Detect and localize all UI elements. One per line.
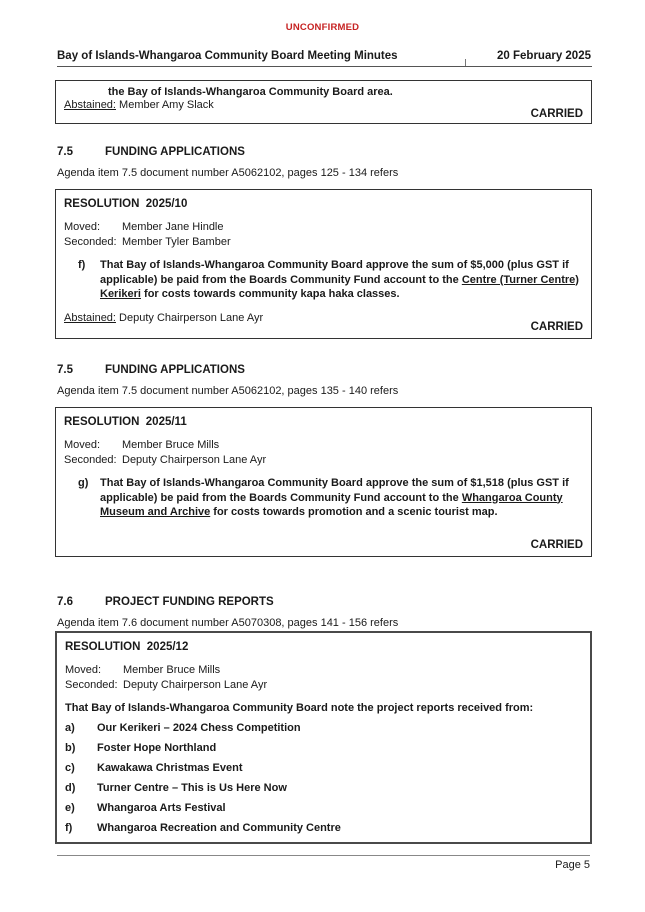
resolution-heading: RESOLUTION 2025/12	[65, 641, 189, 653]
moved-line	[64, 220, 583, 235]
list-item-text: Whangaroa Arts Festival	[97, 802, 226, 814]
resolution-heading: RESOLUTION 2025/11	[64, 416, 187, 428]
list-item-letter: b)	[65, 742, 76, 754]
list-item-text: Kawakawa Christmas Event	[97, 762, 243, 774]
carried-over-resolution-box	[55, 80, 592, 124]
list-item	[65, 816, 582, 836]
section-title: FUNDING APPLICATIONS	[105, 364, 245, 376]
clause-underlined-recipient: Whangaroa County Museum and Archive	[100, 491, 563, 518]
resolution-clause-g	[64, 476, 583, 520]
abstained-name: Member Amy Slack	[119, 99, 214, 111]
section-title: PROJECT FUNDING REPORTS	[105, 596, 274, 608]
section-title: FUNDING APPLICATIONS	[105, 146, 245, 158]
moved-line	[64, 438, 583, 453]
seconded-name: Member Tyler Bamber	[122, 236, 231, 248]
seconded-line	[64, 235, 583, 250]
clause-text: That Bay of Islands-Whangaroa Community Board approve the sum of $1,518 (plus GST if applicable) be paid from the Boards Community Fund account to the Whangaroa County Museum and Archive for costs towards promotion and a scenic tourist map.	[100, 477, 569, 518]
clause-underlined-recipient: Centre (Turner Centre) Kerikeri	[100, 273, 579, 300]
section-heading-7-6	[57, 596, 274, 608]
list-item	[65, 796, 582, 816]
clause-letter: g)	[78, 477, 89, 489]
list-item-text: Turner Centre – This is Us Here Now	[97, 782, 287, 794]
abstained-line	[64, 311, 583, 326]
seconded-line	[64, 453, 583, 468]
section-heading-7-5-first	[57, 146, 245, 158]
list-item-text: Foster Hope Northland	[97, 742, 217, 754]
moved-name: Member Jane Hindle	[122, 221, 224, 233]
abstained-line	[64, 99, 583, 112]
list-item-letter: f)	[65, 822, 73, 834]
seconded-label: Seconded:	[64, 454, 117, 466]
abstained-label: Abstained:	[64, 99, 116, 111]
carried-status: CARRIED	[530, 321, 583, 333]
seconded-name: Deputy Chairperson Lane Ayr	[122, 454, 267, 466]
list-item	[65, 716, 582, 736]
carried-status: CARRIED	[530, 539, 583, 551]
abstained-name: Deputy Chairperson Lane Ayr	[119, 311, 264, 324]
header-cell-divider	[465, 59, 466, 66]
abstained-label: Abstained:	[64, 311, 116, 324]
page-number: Page 5	[555, 859, 590, 871]
resolution-2025-11-box	[55, 407, 592, 557]
moved-label: Moved:	[65, 664, 102, 676]
moved-label: Moved:	[64, 439, 101, 451]
list-item	[65, 756, 582, 776]
document-header	[57, 44, 592, 67]
moved-name: Member Bruce Mills	[123, 664, 221, 676]
list-item-letter: e)	[65, 802, 75, 814]
agenda-reference: Agenda item 7.5 document number A5062102, pages 135 - 140 refers	[57, 385, 399, 397]
agenda-reference: Agenda item 7.6 document number A5070308, pages 141 - 156 refers	[57, 617, 399, 629]
list-item-letter: d)	[65, 782, 76, 794]
seconded-label: Seconded:	[64, 236, 117, 248]
document-date: 20 February 2025	[497, 50, 591, 62]
resolution-clause-f	[64, 258, 583, 302]
list-item-letter: c)	[65, 762, 75, 774]
seconded-name: Deputy Chairperson Lane Ayr	[123, 679, 268, 691]
moved-name: Member Bruce Mills	[122, 439, 220, 451]
clause-text: That Bay of Islands-Whangaroa Community Board approve the sum of $5,000 (plus GST if applicable) be paid from the Boards Community Fund account to the Centre (Turner Centre) Kerikeri for costs towards community kapa haka classes.	[100, 259, 579, 300]
resolution-intro: That Bay of Islands-Whangaroa Community Board note the project reports received from:	[65, 702, 534, 714]
clause-letter: f)	[78, 259, 86, 271]
list-item	[65, 776, 582, 796]
seconded-line	[65, 678, 582, 693]
carried-status: CARRIED	[530, 108, 583, 120]
section-heading-7-5-second	[57, 364, 245, 376]
footer-rule	[57, 855, 590, 856]
seconded-label: Seconded:	[65, 679, 118, 691]
section-number: 7.5	[57, 364, 73, 376]
resolution-2025-12-box	[55, 631, 592, 844]
moved-label: Moved:	[64, 221, 101, 233]
resolution-heading: RESOLUTION 2025/10	[64, 198, 188, 210]
list-item	[65, 736, 582, 756]
list-item-text: Whangaroa Recreation and Community Centre	[97, 822, 341, 834]
status-watermark: UNCONFIRMED	[285, 22, 360, 33]
list-item-text: Our Kerikeri – 2024 Chess Competition	[97, 722, 301, 734]
resolution-2025-10-box	[55, 189, 592, 339]
resolution-clause-continuation: the Bay of Islands-Whangaroa Community Board area.	[108, 86, 393, 98]
agenda-reference: Agenda item 7.5 document number A5062102, pages 125 - 134 refers	[57, 167, 399, 179]
moved-line	[65, 663, 582, 678]
section-number: 7.6	[57, 596, 73, 608]
document-title: Bay of Islands-Whangaroa Community Board Meeting Minutes	[57, 50, 398, 62]
list-item-letter: a)	[65, 722, 75, 734]
section-number: 7.5	[57, 146, 73, 158]
